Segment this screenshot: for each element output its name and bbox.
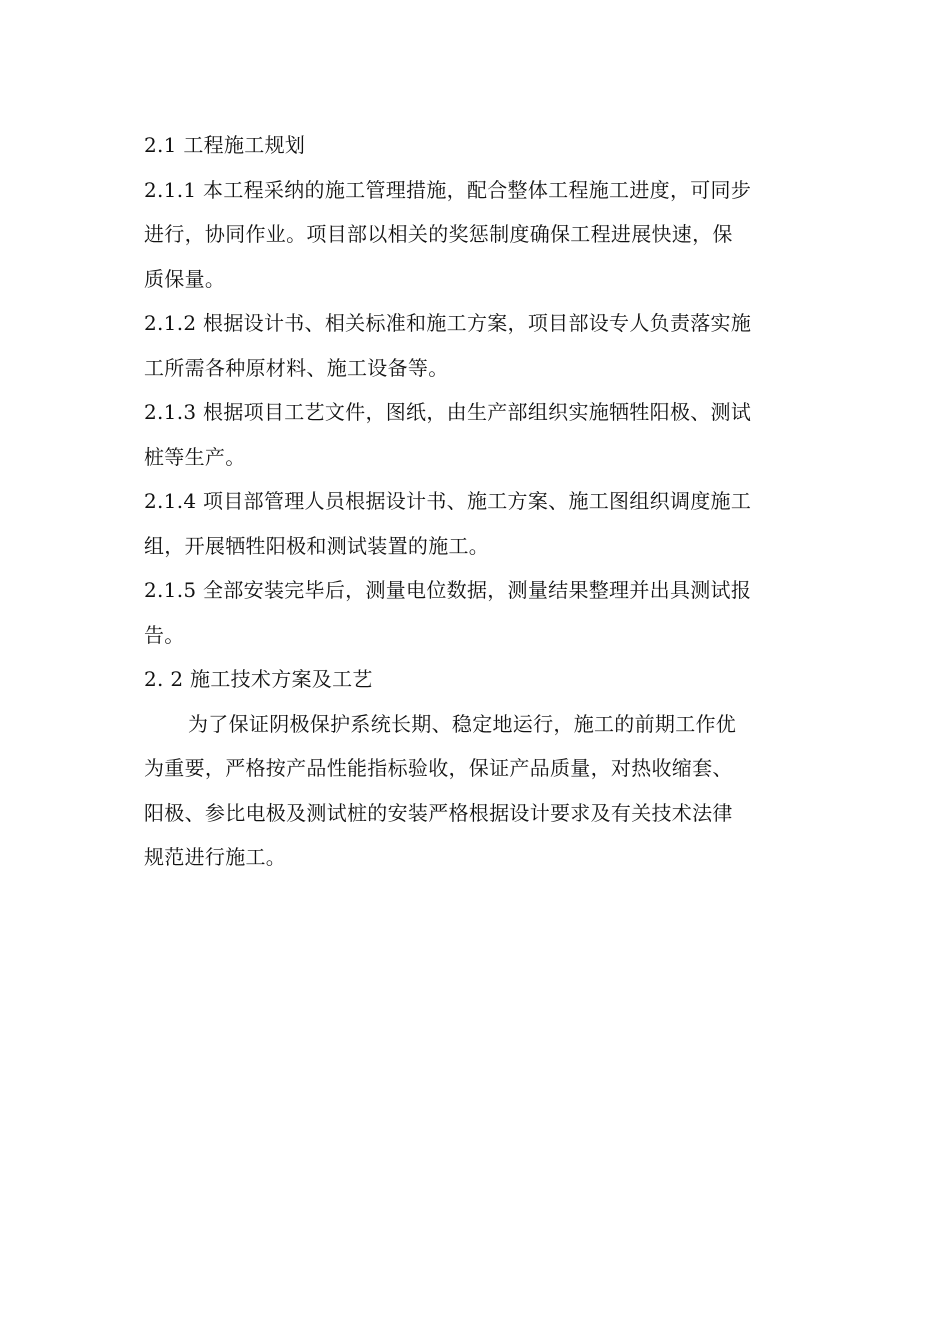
item-2-1-3	[144, 390, 808, 479]
text-line: 2.1.5 全部安装完毕后，测量电位数据，测量结果整理并出具测试报	[144, 578, 752, 602]
document-body	[144, 123, 808, 880]
text-line: 2.1.4 项目部管理人员根据设计书、施工方案、施工图组织调度施工	[144, 489, 752, 513]
text-line: 桩等生产。	[144, 444, 246, 469]
item-2-1-5	[144, 568, 808, 657]
text-line: 2.1.1 本工程采纳的施工管理措施，配合整体工程施工进度，可同步	[144, 177, 752, 202]
section-2-2-paragraph	[144, 702, 808, 880]
item-2-1-2	[144, 301, 808, 390]
text-line: 工所需各种原材料、施工设备等。	[144, 355, 449, 380]
item-2-1-4	[144, 479, 808, 568]
text-line: 为了保证阴极保护系统长期、稳定地运行，施工的前期工作优	[188, 711, 737, 736]
text-line: 组，开展牺牲阳极和测试装置的施工。	[144, 533, 490, 558]
text-line: 为重要，严格按产品性能指标验收，保证产品质量，对热收缩套、	[144, 756, 733, 780]
section-2-1-heading: 2.1 工程施工规划	[144, 133, 306, 157]
item-2-1-1	[144, 168, 808, 302]
text-line: 2.1.3 根据项目工艺文件，图纸，由生产部组织实施牺牲阳极、测试	[144, 400, 752, 424]
text-line: 规范进行施工。	[144, 845, 287, 869]
text-line: 告。	[144, 622, 185, 647]
text-line: 质保量。	[144, 266, 226, 291]
text-line: 进行，协同作业。项目部以相关的奖惩制度确保工程进展快速，保	[144, 222, 733, 246]
text-line: 阳极、参比电极及测试桩的安装严格根据设计要求及有关技术法律	[144, 800, 733, 825]
text-line: 2.1.2 根据设计书、相关标准和施工方案，项目部设专人负责落实施	[144, 311, 752, 335]
section-2-2-heading: 2. 2 施工技术方案及工艺	[144, 667, 373, 691]
